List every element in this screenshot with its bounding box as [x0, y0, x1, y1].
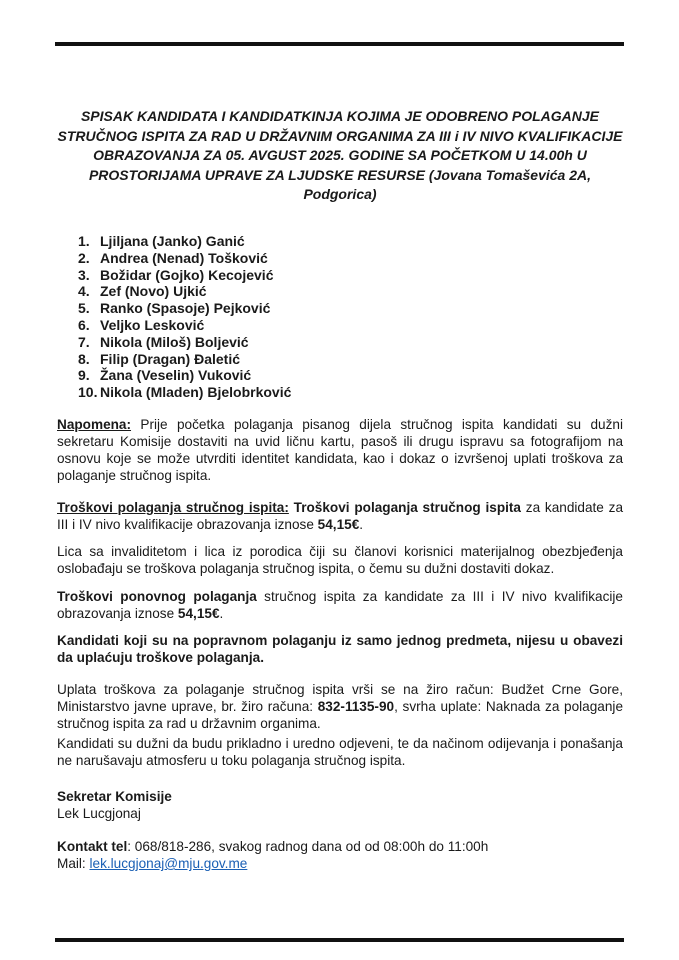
- candidate-name: Božidar (Gojko) Kecojević: [100, 266, 274, 283]
- document-title: SPISAK KANDIDATA I KANDIDATKINJA KOJIMA JE ODOBRENO POLAGANJE STRUČNOG ISPITA ZA RAD U DRŽAVNIM ORGANIMA ZA III i IV NIVO KVALIFIKACIJE OBRAZOVANJA ZA 05. AVGUST 2025. GODINE SA POČETKOM U 14.00h U PROSTORIJAMA UPRAVE ZA LJUDSKE RESURSE (Jovana Tomaševića 2A, Podgorica): [57, 108, 623, 203]
- payment-purpose: , svrha uplate: Naknada za polaganje stručnog ispita za rad u državnim organima.: [57, 699, 624, 731]
- note-text: Prije početka polaganja pisanog dijela stručnog ispita kandidati su dužni sekretaru Komisije dostaviti na uvid ličnu kartu, pasoš ili drugu ispravu sa fotografijom na osnovu koje se može utvrditi identitet kandidata, kao i dokaz o izvršenoj uplati troškova za polaganje stručnog ispita.: [57, 417, 623, 483]
- costs-amount: 54,15€: [317, 517, 360, 532]
- payment-paragraph: [57, 681, 623, 732]
- top-rule: [55, 42, 624, 46]
- dress-code-paragraph: Kandidati su dužni da budu prikladno i uredno odjeveni, te da načinom odijevanja i ponašanja ne narušavaju atmosferu u toku polaganja stručnog ispita.: [57, 736, 623, 768]
- candidate-name: Žana (Veselin) Vuković: [100, 367, 252, 384]
- retake-amount: 54,15€: [177, 606, 220, 621]
- item-number: 4.: [78, 283, 90, 300]
- list-item: [78, 351, 291, 368]
- note-paragraph: [57, 416, 623, 484]
- account-number: 832-1135-90: [317, 699, 395, 714]
- item-number: 9.: [78, 367, 90, 384]
- email-link[interactable]: lek.lucgjonaj@mju.gov.me: [89, 856, 248, 871]
- list-item: [78, 267, 291, 284]
- mail-label: Mail:: [57, 856, 90, 871]
- costs-label: Troškovi polaganja stručnog ispita:: [57, 500, 289, 515]
- candidate-name: Veljko Lesković: [100, 316, 205, 333]
- punctuation: .: [359, 517, 364, 532]
- payment-text: Uplata troškova za polaganje stručnog ispita vrši se na žiro račun: Budžet Crne Gore, Ministarstvo javne uprave, br. žiro računa:: [57, 682, 623, 714]
- costs-paragraph: [57, 499, 623, 533]
- list-item: [78, 283, 291, 300]
- candidate-name: Filip (Dragan) Đaletić: [100, 350, 241, 367]
- contact-block: [57, 838, 623, 872]
- candidate-name: Ljiljana (Janko) Ganić: [100, 233, 245, 249]
- list-item: [78, 334, 291, 351]
- item-number: 7.: [78, 333, 90, 350]
- candidate-name: Nikola (Miloš) Boljević: [100, 333, 249, 350]
- list-item: [78, 250, 291, 267]
- candidate-name: Zef (Novo) Ujkić: [100, 283, 207, 300]
- retake-text: stručnog ispita za kandidate za III i IV nivo kvalifikacije obrazovanja iznose: [57, 589, 623, 621]
- signature-role: Sekretar Komisije: [57, 789, 172, 804]
- costs-bold: Troškovi polaganja stručnog ispita: [288, 500, 521, 515]
- list-item: [78, 317, 291, 334]
- item-number: 1.: [78, 233, 90, 249]
- list-item: [78, 367, 291, 384]
- list-item: [78, 233, 291, 250]
- note-label: Napomena:: [57, 417, 132, 432]
- retake-bold: Troškovi ponovnog polaganja: [57, 589, 257, 604]
- retake-paragraph: [57, 588, 623, 622]
- contact-tel-label: Kontakt tel: [57, 839, 128, 854]
- contact-tel: : 068/818-286, svakog radnog dana od od 08:00h do 11:00h: [127, 839, 489, 854]
- exemption-paragraph: Lica sa invaliditetom i lica iz porodica čiji su članovi korisnici materijalnog obezbjeđenja oslobađaju se troškova polaganja stručnog ispita, o čemu su dužni dostaviti dokaz.: [57, 544, 623, 576]
- item-number: 8.: [78, 350, 90, 367]
- candidate-name: Ranko (Spasoje) Pejković: [100, 300, 271, 317]
- list-item: [78, 384, 291, 401]
- item-number: 5.: [78, 300, 90, 317]
- item-number: 10.: [78, 384, 98, 401]
- item-number: 2.: [78, 249, 90, 266]
- list-item: [78, 300, 291, 317]
- item-number: 3.: [78, 266, 90, 283]
- candidate-list: [78, 233, 291, 401]
- candidate-name: Andrea (Nenad) Tošković: [100, 249, 268, 266]
- costs-text: za kandidate za III i IV nivo kvalifikacije obrazovanja iznose: [57, 500, 623, 532]
- candidate-name: Nikola (Mladen) Bjelobrković: [100, 384, 292, 401]
- bottom-rule: [55, 938, 624, 942]
- signature-name: Lek Lucgjonaj: [57, 806, 141, 821]
- punctuation: .: [219, 606, 224, 621]
- single-subject-paragraph: Kandidati koji su na popravnom polaganju iz samo jednog predmeta, nijesu u obavezi da uplaćuju troškove polaganja.: [57, 633, 623, 665]
- signature-block: [57, 788, 623, 822]
- item-number: 6.: [78, 316, 90, 333]
